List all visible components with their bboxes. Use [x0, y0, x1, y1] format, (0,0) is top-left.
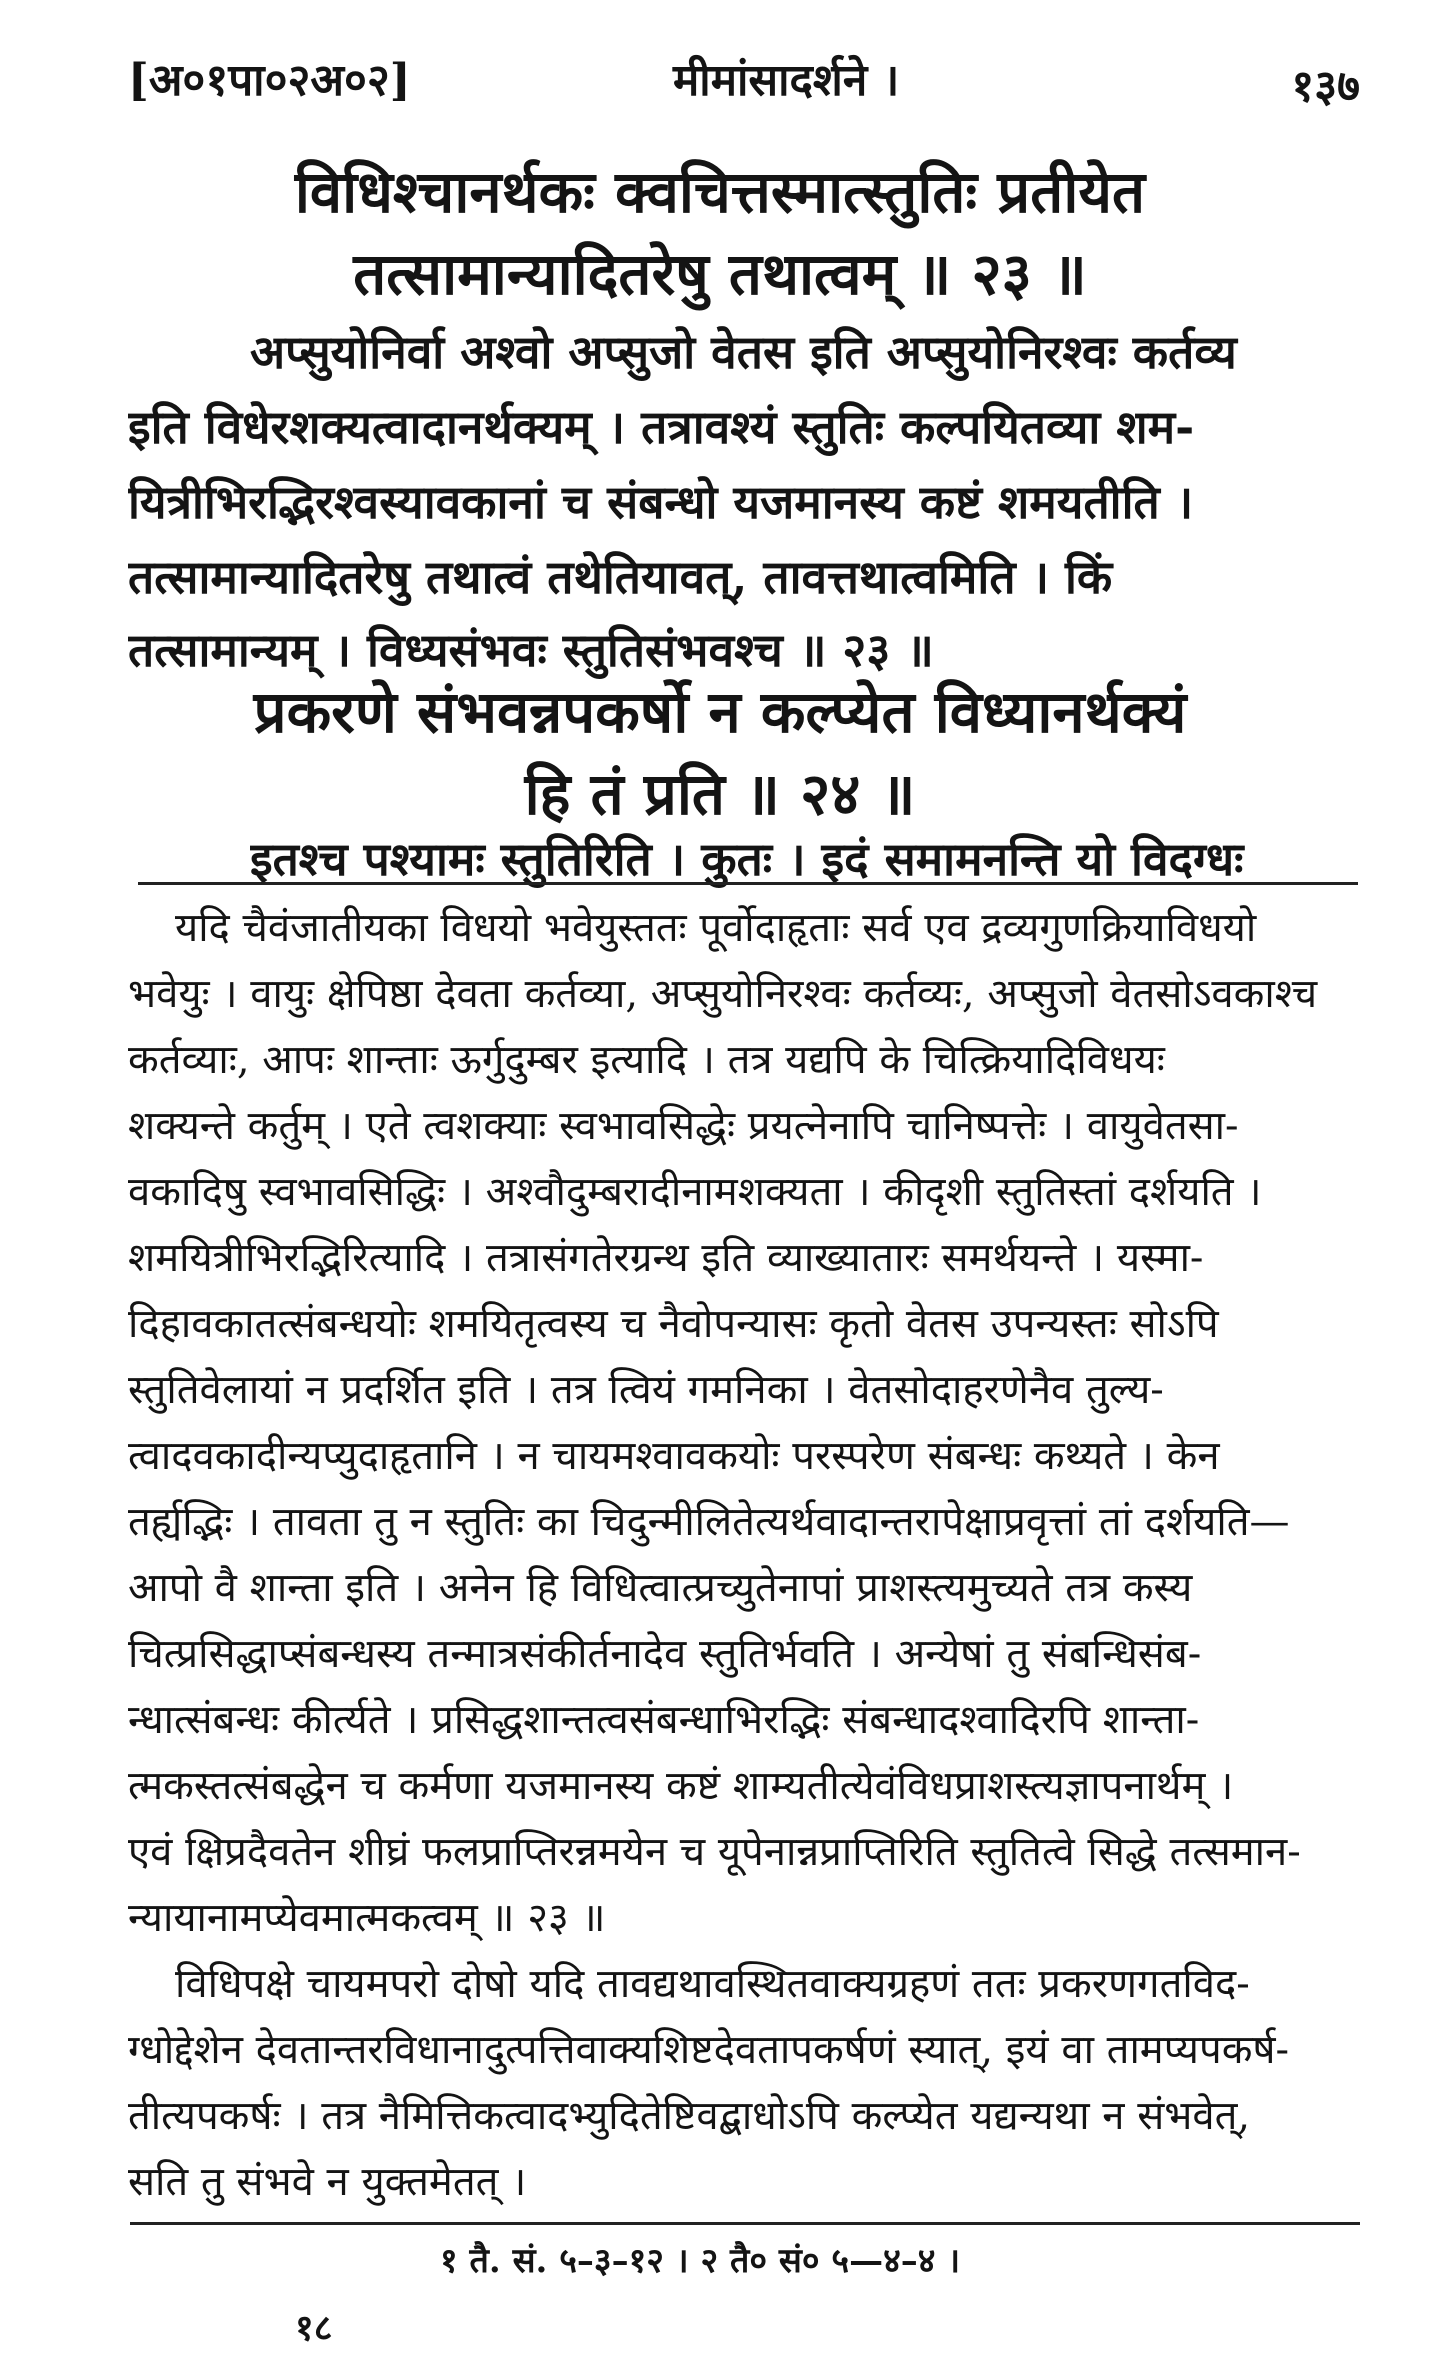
- commentary-line: आपो वै शान्ता इति । अनेन हि विधित्वात्प्रच्युतेनापां प्राशस्त्यमुच्यते तत्र कस्य: [128, 1565, 1193, 1611]
- chapter-reference: [अ०१पा०२अ०२]: [128, 55, 411, 106]
- commentary-line: यदि चैवंजातीयका विधयो भवेयुस्ततः पूर्वोदाहृताः सर्व एव द्रव्यगुणक्रियाविधयो: [175, 905, 1257, 951]
- commentary-line: न्धात्संबन्धः कीर्त्यते । प्रसिद्धशान्तत्वसंबन्धाभिरद्भिः संबन्धादश्वादिरपि शान्ता-: [128, 1697, 1200, 1743]
- commentary-line: चित्प्रसिद्धाप्संबन्धस्य तन्मात्रसंकीर्तनादेव स्तुतिर्भवति । अन्येषां तु संबन्धिसंब-: [128, 1631, 1202, 1677]
- commentary-line: त्वादवकादीन्यप्युदाहृतानि । न चायमश्वावकयोः परस्परेण संबन्धः कथ्यते । केन: [128, 1433, 1220, 1479]
- commentary-line: शक्यन्ते कर्तुम् । एते त्वशक्याः स्वभावसिद्धेः प्रयत्नेनापि चानिष्पत्तेः । वायुवेतसा-: [128, 1103, 1239, 1149]
- commentary-line: तीत्यपकर्षः । तत्र नैमित्तिकत्वादभ्युदितेष्टिवद्बाधोऽपि कल्प्येत यद्यन्यथा न संभवेत्,: [128, 2093, 1251, 2139]
- sutra-23-line: तत्सामान्यादितरेषु तथात्वम् ॥ २३ ॥: [353, 240, 1087, 308]
- footnote: १ तै. सं. ५–३–१२ । २ तै० सं० ५—४–४ ।: [440, 2241, 961, 2281]
- bhashya-line: अप्सुयोनिर्वा अश्वो अप्सुजो वेतस इति अप्सुयोनिरश्वः कर्तव्य: [250, 325, 1237, 379]
- bhashya-line: इतश्च पश्यामः स्तुतिरिति । कुतः । इदं समामनन्ति यो विदग्धः: [250, 832, 1244, 886]
- commentary-line: न्यायानामप्येवमात्मकत्वम् ॥ २३ ॥: [128, 1895, 606, 1941]
- commentary-line: सति तु संभवे न युक्तमेतत् ।: [128, 2159, 527, 2205]
- commentary-line: ग्धोद्देशेन देवतान्तरविधानादुत्पत्तिवाक्यशिष्टदेवतापकर्षणं स्यात्, इयं वा तामप्यपकर्ष-: [128, 2027, 1290, 2073]
- signature-mark: १८: [295, 2307, 333, 2349]
- commentary-line: स्तुतिवेलायां न प्रदर्शित इति । तत्र त्वियं गमनिका । वेतसोदाहरणेनैव तुल्य-: [128, 1367, 1164, 1413]
- commentary-line: शमयित्रीभिरद्भिरित्यादि । तत्रासंगतेरग्रन्थ इति व्याख्यातारः समर्थयन्ते । यस्मा-: [128, 1235, 1204, 1281]
- running-header: [128, 48, 1360, 118]
- sutra-23-line: विधिश्चानर्थकः क्वचित्तस्मात्स्तुतिः प्रतीयेत: [294, 158, 1146, 226]
- footnote-divider: [130, 2222, 1360, 2225]
- commentary-line: दिहावकातत्संबन्धयोः शमयितृत्वस्य च नैवोपन्यासः कृतो वेतस उपन्यस्तः सोऽपि: [128, 1301, 1219, 1347]
- section-divider: [138, 882, 1358, 885]
- sutra-24-line: हि तं प्रति ॥ २४ ॥: [524, 760, 916, 828]
- commentary-line: विधिपक्षे चायमपरो दोषो यदि तावद्यथावस्थितवाक्यग्रहणं ततः प्रकरणगतविद-: [175, 1961, 1250, 2007]
- bhashya-line: तत्सामान्यम् । विध्यसंभवः स्तुतिसंभवश्च ॥ २३ ॥: [128, 623, 934, 677]
- commentary-line: वकादिषु स्वभावसिद्धिः । अश्वौदुम्बरादीनामशक्यता । कीदृशी स्तुतिस्तां दर्शयति ।: [128, 1169, 1262, 1215]
- commentary-line: भवेयुः । वायुः क्षेपिष्ठा देवता कर्तव्या, अप्सुयोनिरश्वः कर्तव्यः, अप्सुजो वेतसोऽवकाश्च: [128, 971, 1318, 1017]
- commentary-line: त्मकस्तत्संबद्धेन च कर्मणा यजमानस्य कष्टं शाम्यतीत्येवंविधप्राशस्त्यज्ञापनार्थम् ।: [128, 1763, 1234, 1809]
- bhashya-line: इति विधेरशक्यत्वादानर्थक्यम् । तत्रावश्यं स्तुतिः कल्पयितव्या शम-: [128, 400, 1195, 454]
- bhashya-line: तत्सामान्यादितरेषु तथात्वं तथेतियावत्, तावत्तथात्वमिति । किं: [128, 550, 1113, 604]
- commentary-line: एवं क्षिप्रदैवतेन शीघ्रं फलप्राप्तिरन्नमयेन च यूपेनान्नप्राप्तिरिति स्तुतित्वे सिद्धे तत्समान-: [128, 1829, 1301, 1875]
- page-number: १३७: [1291, 61, 1360, 112]
- commentary-line: तर्ह्यद्भिः । तावता तु न स्तुतिः का चिदुन्मीलितेत्यर्थवादान्तरापेक्षाप्रवृत्तां तां दर्शयति—: [128, 1499, 1290, 1545]
- commentary-line: कर्तव्याः, आपः शान्ताः ऊर्गुदुम्बर इत्यादि । तत्र यद्यपि के चित्क्रियादिविधयः: [128, 1037, 1165, 1083]
- sutra-24-line: प्रकरणे संभवन्नपकर्षो न कल्प्येत विध्यानर्थक्यं: [253, 678, 1187, 746]
- bhashya-line: यित्रीभिरद्भिरश्वस्यावकानां च संबन्धो यजमानस्य कष्टं शमयतीति ।: [128, 475, 1194, 529]
- book-title: मीमांसादर्शने ।: [673, 55, 900, 106]
